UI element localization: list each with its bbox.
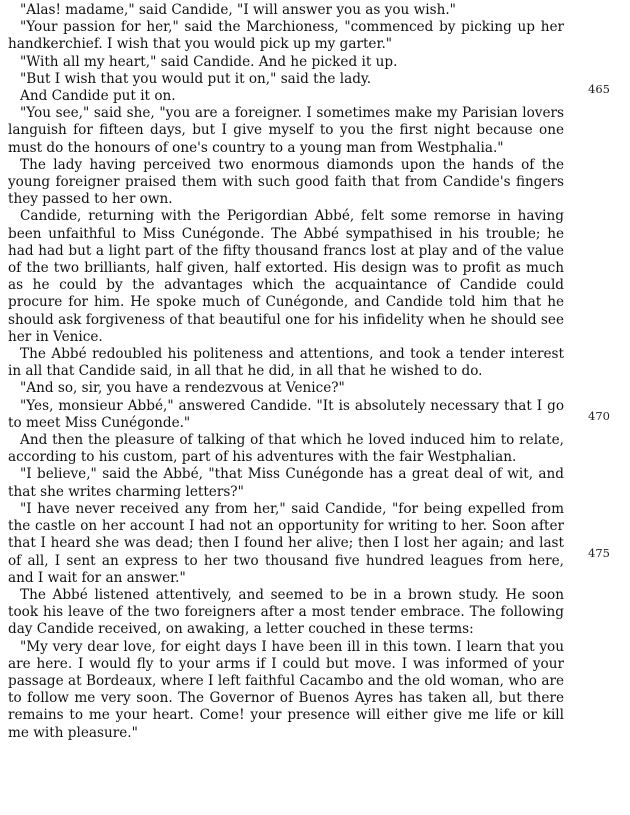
line-number: 475 xyxy=(588,546,610,560)
paragraph: "Yes, monsieur Abbé," answered Candide. "It is absolutely necessary that I go to meet Miss Cunégonde." xyxy=(8,397,564,431)
paragraph: "With all my heart," said Candide. And he picked it up. xyxy=(20,53,398,70)
paragraph: The Abbé listened attentively, and seemed to be in a brown study. He soon took his leave of the two foreigners after a most tender embrace. The following day Candide received, on awaking, a letter couched in these terms: xyxy=(8,586,564,638)
paragraph: "But I wish that you would put it on," said the lady. xyxy=(20,70,372,87)
paragraph: "I believe," said the Abbé, "that Miss Cunégonde has a great deal of wit, and that she writes charming letters?" xyxy=(8,466,564,500)
paragraph: "And so, sir, you have a rendezvous at Venice?" xyxy=(20,380,345,397)
paragraph: "Your passion for her," said the Marchioness, "commenced by picking up her handkerchief. I wish that you would pick up my garter." xyxy=(8,19,564,53)
paragraph: Candide, returning with the Perigordian Abbé, felt some remorse in having been unfaithful to Miss Cunégonde. The Abbé sympathised in his trouble; he had had but a light part of the fifty thousand francs lost at play and of the value of the two brilliants, half given, half extorted. His design was to profit as much as he could by the advantages which the acquaintance of Candide could procure for him. He spoke much of Cunégonde, and Candide told him that he should ask forgiveness of that beautiful one for his infidelity when he should see her in Venice. xyxy=(8,208,564,345)
paragraph: "You see," said she, "you are a foreigner. I sometimes make my Parisian lovers languish for fifteen days, but I give myself to you the first night because one must do the honours of one's country to a young man from Westphalia." xyxy=(8,105,564,156)
line-number: 470 xyxy=(588,409,610,423)
text-body xyxy=(8,2,564,742)
paragraph: "I have never received any from her," said Candide, "for being expelled from the castle on her account I had not an opportunity for writing to her. Soon after that I heard she was dead; then I found her alive; then I lost her again; and last of all, I sent an express to her two thousand five hundred leagues from here, and I wait for an answer." xyxy=(8,500,564,586)
paragraph: "My very dear love, for eight days I have been ill in this town. I learn that you are here. I would fly to your arms if I could but move. I was informed of your passage at Bordeaux, where I left faithful Cacambo and the old woman, who are to follow me very soon. The Governor of Buenos Ayres has taken all, but there remains to me your heart. Come! your presence will either give me life or kill me with pleasure." xyxy=(8,638,564,741)
paragraph: The Abbé redoubled his politeness and attentions, and took a tender interest in all that Candide said, in all that he did, in all that he wished to do. xyxy=(8,346,564,380)
paragraph: "Alas! madame," said Candide, "I will answer you as you wish." xyxy=(20,2,456,18)
paragraph: And Candide put it on. xyxy=(20,88,176,105)
line-number: 465 xyxy=(588,82,610,96)
paragraph: And then the pleasure of talking of that which he loved induced him to relate, according to his custom, part of his adventures with the fair Westphalian. xyxy=(8,432,564,466)
paragraph: The lady having perceived two enormous diamonds upon the hands of the young foreigner praised them with such good faith that from Candide's fingers they passed to her own. xyxy=(8,156,564,208)
